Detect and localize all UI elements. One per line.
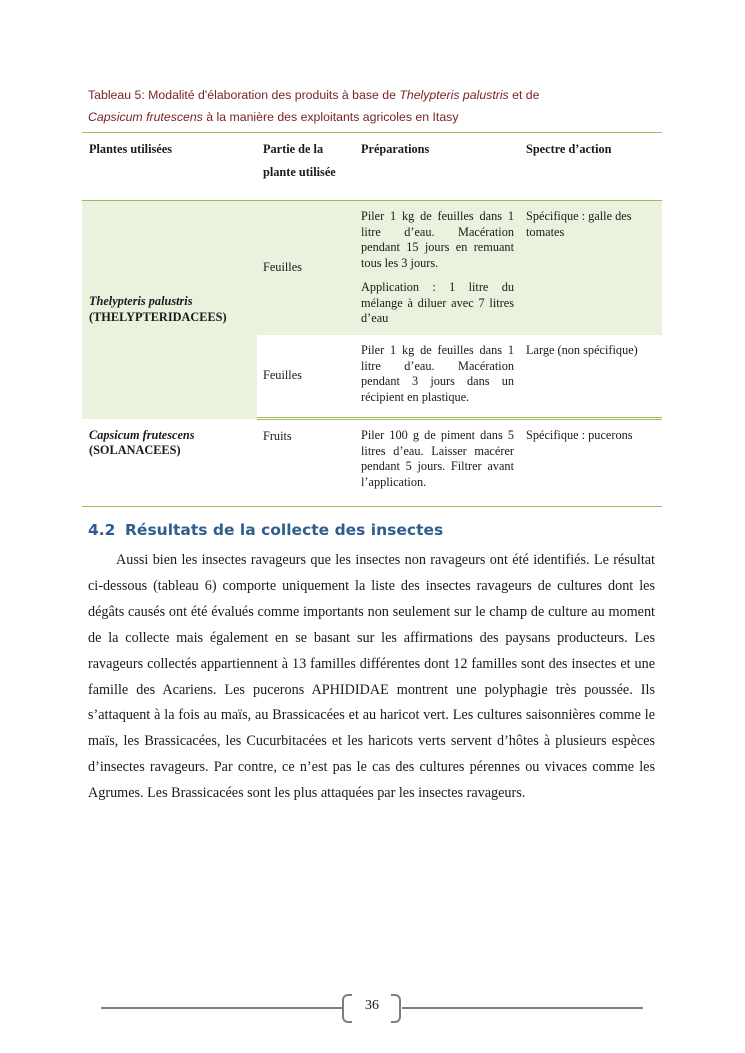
application-text: Application : 1 litre du mélange à diluer avec 7 litres d’eau bbox=[361, 280, 514, 325]
table-header-row bbox=[82, 133, 662, 201]
section-title: Résultats de la collecte des insectes bbox=[125, 521, 444, 539]
section-number: 4.2 bbox=[88, 521, 116, 539]
plant-name: Capsicum frutescens bbox=[89, 427, 195, 442]
caption-text-1: Tableau 5: Modalité d'élaboration des produits à base de bbox=[88, 88, 400, 102]
header-spectrum: Spectre d’action bbox=[520, 133, 662, 201]
preparation-text: Piler 100 g de piment dans 5 litres d’eau. Laisser macérer pendant 5 jours. Filtrer avant l’application. bbox=[361, 428, 514, 489]
footer-bracket-left bbox=[342, 994, 352, 1023]
part-cell: Feuilles bbox=[257, 201, 355, 336]
preparation-table bbox=[82, 132, 662, 507]
body-paragraph: Aussi bien les insectes ravageurs que les insectes non ravageurs ont été identifiés. Le résultat ci-dessous (tableau 6) comporte uniquement la liste des insectes ravageurs de cultures dont les dégâts causés ont été évalués comme importants non seulement sur le champ de culture au moment de la collecte mais également en se basant sur les affirmations des paysans producteurs. Les ravageurs collectés appartiennent à 13 familles différentes dont 12 familles sont des insectes et une famille des Acariens. Les pucerons APHIDIDAE montrent une polyphagie très poussée. Ils s’attaquent à la fois au maïs, au Brassicacées et au haricot vert. Les cultures saisonnières comme le maïs, les Brassicacées, les Cucurbitacées et les haricots verts servent d’hôtes à plusieurs espèces d’insectes ravageurs. Par contre, ce n’est pas le cas des cultures pérennes ou vivaces comme les Agrumes. Les Brassicacées sont les plus attaquées par les insectes ravageurs. bbox=[88, 552, 655, 802]
header-part-line2: plante utilisée bbox=[263, 165, 336, 179]
caption-species-2: Capsicum frutescens bbox=[88, 110, 203, 124]
header-preparations: Préparations bbox=[355, 133, 520, 201]
page-number: 36 bbox=[365, 998, 379, 1013]
spectrum-cell: Spécifique : pucerons bbox=[520, 419, 662, 507]
preparation-cell bbox=[355, 335, 520, 419]
section-heading bbox=[88, 521, 443, 539]
plant-family: (SOLANACEES) bbox=[89, 443, 181, 457]
header-plants: Plantes utilisées bbox=[82, 133, 257, 201]
spectrum-cell: Spécifique : galle des tomates bbox=[520, 201, 662, 336]
preparation-text: Piler 1 kg de feuilles dans 1 litre d’eau. Macération pendant 15 jours en remuant tous les 3 jours. bbox=[361, 209, 514, 270]
preparation-cell bbox=[355, 419, 520, 507]
table-caption bbox=[88, 84, 648, 128]
part-cell: Feuilles bbox=[257, 335, 355, 419]
caption-species-1: Thelypteris palustris bbox=[399, 88, 509, 102]
footer-rule-right bbox=[402, 1007, 643, 1009]
footer-bracket-right bbox=[391, 994, 401, 1023]
header-part bbox=[257, 133, 355, 201]
footer-rule-left bbox=[101, 1007, 342, 1009]
spectrum-cell: Large (non spécifique) bbox=[520, 335, 662, 419]
preparation-cell bbox=[355, 201, 520, 336]
plant-family: (THELYPTERIDACEES) bbox=[89, 309, 227, 324]
caption-text-3: à la manière des exploitants agricoles en Itasy bbox=[202, 110, 459, 124]
caption-text-2: et de bbox=[508, 88, 540, 102]
table-row bbox=[82, 201, 662, 336]
plant-name: Thelypteris palustris bbox=[89, 294, 193, 309]
plant-cell bbox=[82, 419, 257, 507]
part-cell: Fruits bbox=[257, 419, 355, 507]
header-part-line1: Partie de la bbox=[263, 142, 324, 156]
plant-cell bbox=[82, 201, 257, 419]
table-row bbox=[82, 419, 662, 507]
preparation-text: Piler 1 kg de feuilles dans 1 litre d’eau. Macération pendant 3 jours dans un récipient en plastique. bbox=[361, 343, 514, 404]
